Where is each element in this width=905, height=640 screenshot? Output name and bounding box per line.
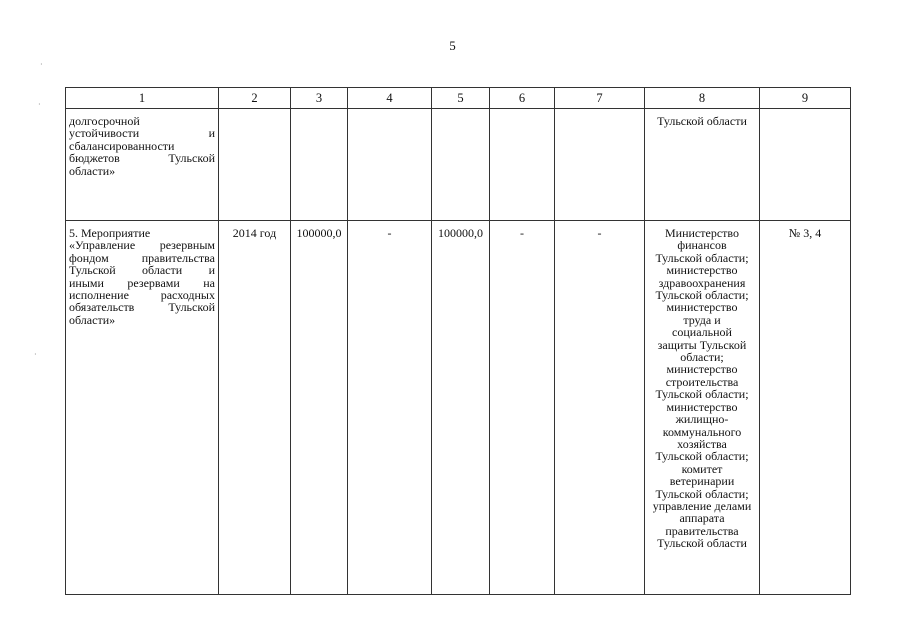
column-header-9: 9	[760, 88, 851, 109]
cell-indicators: № 3, 4	[760, 221, 851, 595]
executor-cell: Министерство финансов Тульской области; министерство здравоохранения Тульской области; министерство труда и социальной защиты Тульской области; министерство строительства Тульской области; министерство жилищно- коммунального хозяйства Тульской области; комитет ветеринарии Тульской области; управление делами аппарата правительства Тульской области	[645, 221, 760, 595]
column-header-7: 7	[555, 88, 645, 109]
cell-total: 100000,0	[291, 221, 348, 595]
scan-mark: ·	[40, 60, 43, 69]
table-row	[66, 221, 851, 595]
activity-name-cell: 5. Мероприятие «Управление резервным фондом правительства Тульской области и иными резервами на исполнение расходных обязательств Тульской области»	[66, 221, 219, 595]
column-number-row	[66, 88, 851, 109]
column-header-6: 6	[490, 88, 555, 109]
column-header-5: 5	[432, 88, 490, 109]
executor-cell: Тульской области	[645, 109, 760, 221]
cell-period: 2014 год	[219, 221, 291, 595]
column-header-8: 8	[645, 88, 760, 109]
cell-federal: -	[348, 221, 432, 595]
cell-total	[291, 109, 348, 221]
cell-other	[555, 109, 645, 221]
column-header-3: 3	[291, 88, 348, 109]
cell-regional	[432, 109, 490, 221]
table-row	[66, 109, 851, 221]
scan-mark: ·	[34, 350, 37, 359]
program-table	[65, 87, 851, 595]
cell-period	[219, 109, 291, 221]
cell-federal	[348, 109, 432, 221]
cell-regional: 100000,0	[432, 221, 490, 595]
cell-municipal	[490, 109, 555, 221]
cell-municipal: -	[490, 221, 555, 595]
cell-indicators	[760, 109, 851, 221]
cell-other: -	[555, 221, 645, 595]
column-header-1: 1	[66, 88, 219, 109]
scan-mark: ·	[38, 100, 41, 109]
page-number: 5	[449, 38, 456, 53]
activity-name-cell: долгосрочной устойчивости и сбалансированности бюджетов Тульской области»	[66, 109, 219, 221]
column-header-4: 4	[348, 88, 432, 109]
column-header-2: 2	[219, 88, 291, 109]
